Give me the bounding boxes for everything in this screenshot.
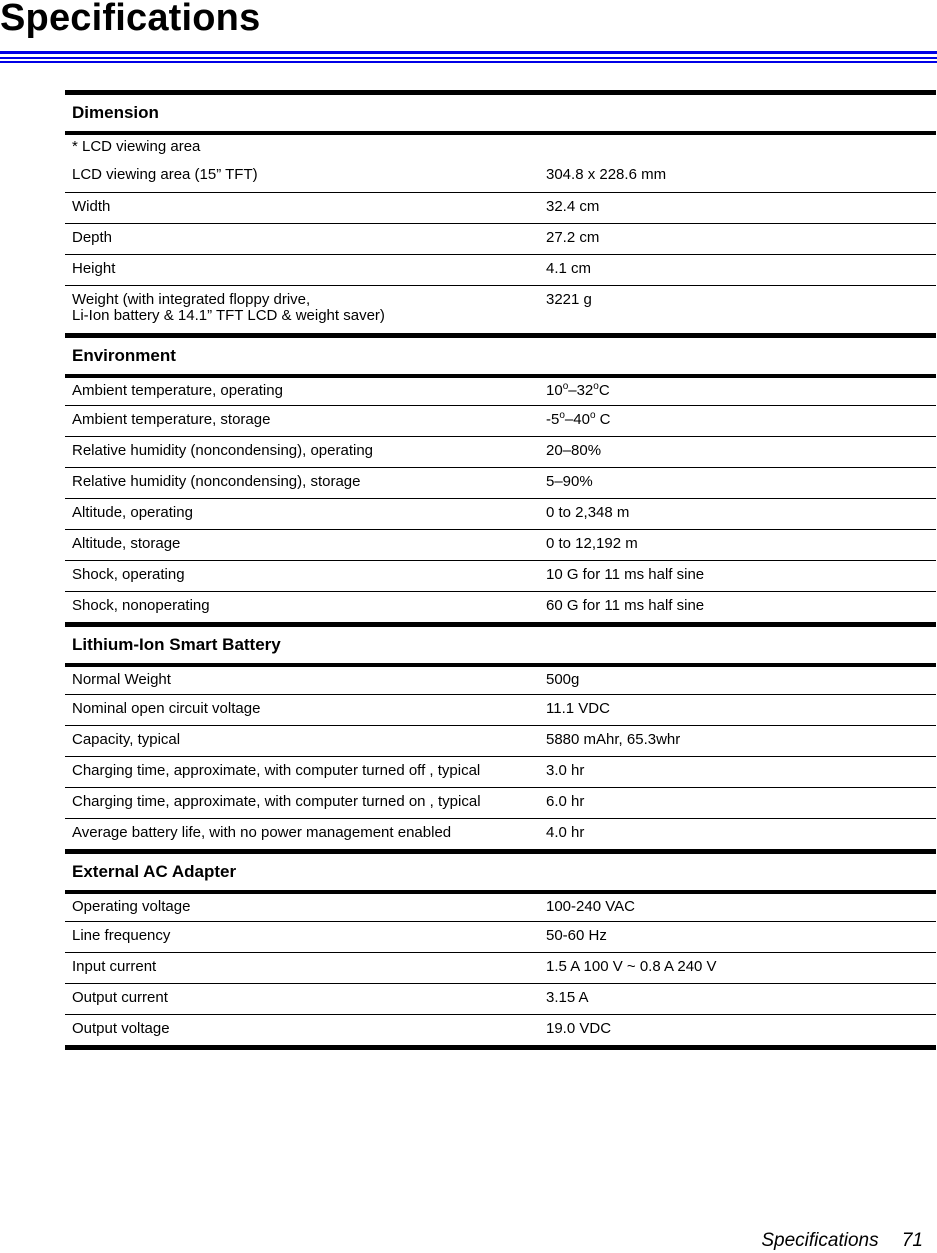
- row-label: Output current: [72, 989, 168, 1006]
- table-row: [65, 921, 936, 952]
- row-label: Charging time, approximate, with computer turned off , typical: [72, 762, 481, 779]
- row-label: Depth: [72, 229, 113, 246]
- row-label: Operating voltage: [72, 898, 191, 915]
- row-value: 4.1 cm: [546, 260, 592, 277]
- row-label: Line frequency: [72, 927, 171, 944]
- table-row: [65, 694, 936, 725]
- table-row: [65, 818, 936, 849]
- row-value: 3.15 A: [546, 989, 589, 1006]
- row-label: Charging time, approximate, with computer turned on , typical: [72, 793, 481, 810]
- degree-mark: o: [589, 410, 596, 421]
- row-label: Altitude, storage: [72, 535, 181, 552]
- row-value: 6.0 hr: [546, 793, 585, 810]
- table-row: [65, 254, 936, 285]
- table-row: [65, 529, 936, 560]
- row-value: 3221 g: [546, 291, 592, 308]
- row-value: 32.4 cm: [546, 198, 600, 215]
- title-rule: [0, 51, 937, 54]
- title-rule: [0, 57, 937, 59]
- degree-mark: o: [559, 410, 565, 421]
- row-label: Average battery life, with no power management enabled: [72, 824, 452, 841]
- row-value: 27.2 cm: [546, 229, 600, 246]
- degree-mark: o: [593, 381, 599, 392]
- row-label: Nominal open circuit voltage: [72, 700, 261, 717]
- row-value: 100-240 VAC: [546, 898, 635, 915]
- table-row: [65, 374, 936, 405]
- table-row: [65, 131, 936, 161]
- table-row: [65, 285, 936, 333]
- table-row: [65, 223, 936, 254]
- row-label: [65, 292, 546, 333]
- row-label: Ambient temperature, storage: [72, 411, 271, 428]
- row-value: 0 to 2,348 m: [546, 504, 630, 521]
- row-value: 4.0 hr: [546, 824, 585, 841]
- table-row: [65, 405, 936, 436]
- row-value: 3.0 hr: [546, 762, 585, 779]
- row-label: Relative humidity (noncondensing), storage: [72, 473, 361, 490]
- row-label: Altitude, operating: [72, 504, 193, 521]
- row-label: Shock, operating: [72, 566, 185, 583]
- row-label-line: Li-Ion battery & 14.1” TFT LCD & weight saver): [72, 307, 385, 324]
- row-label-line: Weight (with integrated floppy drive,: [72, 291, 311, 308]
- table-row: [65, 663, 936, 694]
- row-label: Relative humidity (noncondensing), operating: [72, 442, 374, 459]
- table-row: [65, 560, 936, 591]
- row-value: 19.0 VDC: [546, 1020, 612, 1037]
- title-rule: [0, 61, 937, 63]
- row-label: Capacity, typical: [72, 731, 181, 748]
- degree-mark: o: [562, 381, 569, 392]
- table-row: [65, 161, 936, 192]
- table-row: [65, 498, 936, 529]
- row-label: Shock, nonoperating: [72, 597, 210, 614]
- section-heading-dimension: Dimension: [65, 90, 936, 131]
- row-value: 500g: [546, 671, 580, 688]
- row-value: -5$^o$–40$^o$ C: [546, 410, 611, 428]
- table-row: [65, 591, 936, 622]
- row-label: Output voltage: [72, 1020, 170, 1037]
- row-value: 20–80%: [546, 442, 602, 459]
- row-value: 0 to 12,192 m: [546, 535, 638, 552]
- row-value: 10$^o$–32$^o$C: [546, 381, 610, 399]
- table-row: [65, 725, 936, 756]
- footer-label: Specifications: [761, 1230, 879, 1251]
- row-label: Height: [72, 260, 116, 277]
- section-heading-battery: Lithium-Ion Smart Battery: [65, 622, 936, 663]
- table-row: [65, 890, 936, 921]
- page-title: Specifications: [0, 0, 261, 39]
- table-row: [65, 787, 936, 818]
- table-row: [65, 952, 936, 983]
- specifications-table: [65, 90, 936, 1050]
- row-value: 10 G for 11 ms half sine: [546, 566, 705, 583]
- row-value: 304.8 x 228.6 mm: [546, 166, 667, 183]
- page-number: 71: [901, 1230, 923, 1251]
- row-label: Ambient temperature, operating: [72, 382, 283, 399]
- row-label: Width: [72, 198, 111, 215]
- section-heading-environment: Environment: [65, 333, 936, 374]
- table-row: [65, 983, 936, 1014]
- row-value: 50-60 Hz: [546, 927, 607, 944]
- table-end-rule: [65, 1045, 936, 1050]
- table-row: [65, 467, 936, 498]
- row-value: 1.5 A 100 V ~ 0.8 A 240 V: [546, 958, 717, 975]
- row-label: Normal Weight: [72, 671, 171, 688]
- row-note: * LCD viewing area: [72, 138, 201, 155]
- table-row: [65, 436, 936, 467]
- row-value: 5–90%: [546, 473, 593, 490]
- row-label: Input current: [72, 958, 157, 975]
- table-row: [65, 1014, 936, 1045]
- row-label: LCD viewing area (15” TFT): [72, 166, 258, 183]
- table-row: [65, 756, 936, 787]
- page-footer: [761, 1229, 923, 1253]
- row-value: 5880 mAhr, 65.3whr: [546, 731, 681, 748]
- row-value: 60 G for 11 ms half sine: [546, 597, 705, 614]
- table-row: [65, 192, 936, 223]
- row-value: 11.1 VDC: [546, 700, 610, 717]
- section-heading-ac-adapter: External AC Adapter: [65, 849, 936, 890]
